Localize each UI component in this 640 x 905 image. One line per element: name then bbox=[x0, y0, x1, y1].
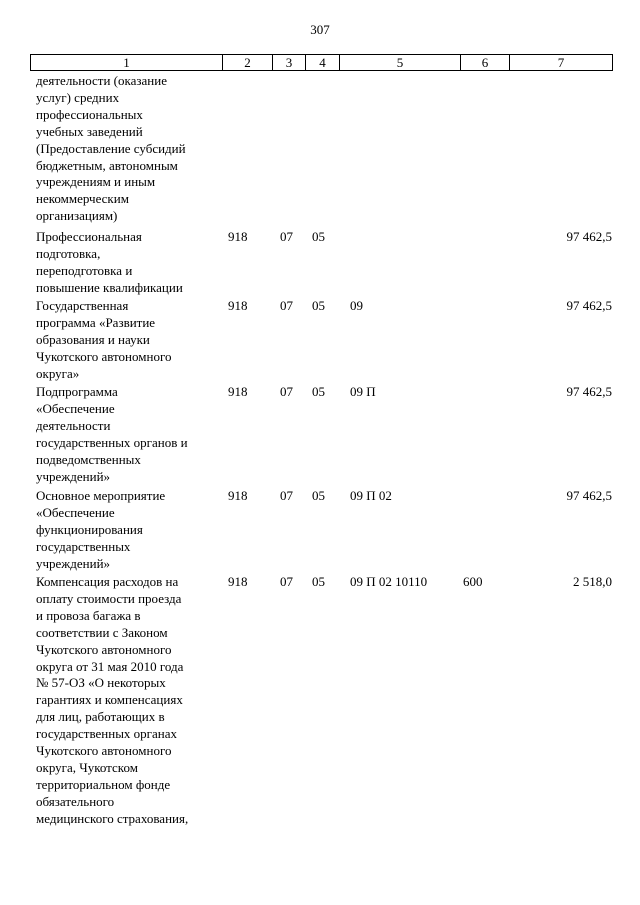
header-col-2: 2 bbox=[223, 55, 273, 70]
row-admin-code: 918 bbox=[228, 229, 248, 244]
row-admin-code: 918 bbox=[228, 488, 248, 503]
row-description: Государственная программа «Развитие образования и науки Чукотского автономного округа» bbox=[36, 298, 172, 381]
row-target-article: 09 П bbox=[350, 384, 376, 399]
row-admin-code: 918 bbox=[228, 574, 248, 589]
row-description: деятельности (оказание услуг) средних профессиональных учебных заведений (Предоставление субсидий бюджетным, автономным учреждениям и иным некоммерческим организациям) bbox=[36, 73, 186, 224]
row-section: 07 bbox=[280, 488, 293, 503]
header-col-5: 5 bbox=[340, 55, 461, 70]
header-col-6: 6 bbox=[461, 55, 510, 70]
row-subsection: 05 bbox=[312, 488, 325, 503]
row-description: Подпрограмма «Обеспечение деятельности государственных органов и подведомственных учреждений» bbox=[36, 384, 188, 484]
row-amount: 97 462,5 bbox=[566, 384, 612, 399]
row-amount: 97 462,5 bbox=[566, 298, 612, 313]
row-amount: 2 518,0 bbox=[573, 574, 612, 589]
row-subsection: 05 bbox=[312, 229, 325, 244]
row-section: 07 bbox=[280, 229, 293, 244]
header-col-1: 1 bbox=[31, 55, 223, 70]
row-amount: 97 462,5 bbox=[566, 488, 612, 503]
row-target-article: 09 П 02 10110 bbox=[350, 574, 428, 589]
row-amount: 97 462,5 bbox=[566, 229, 612, 244]
row-admin-code: 918 bbox=[228, 298, 248, 313]
row-target-article: 09 П 02 bbox=[350, 488, 392, 503]
row-section: 07 bbox=[280, 574, 293, 589]
row-description: Компенсация расходов на оплату стоимости проезда и провоза багажа в соответствии с Законом Чукотского автономного округа от 31 мая 2010 года № 57-ОЗ «О некоторых гарантиях и компенсациях для лиц, работающих в государственных органах Чукотского автономного округа, Чукотском территориальном фонде обязательного медицинского страхования, bbox=[36, 574, 189, 826]
row-subsection: 05 bbox=[312, 574, 325, 589]
row-section: 07 bbox=[280, 384, 293, 399]
header-col-7: 7 bbox=[557, 55, 565, 70]
header-col-3: 3 bbox=[273, 55, 306, 70]
header-col-4: 4 bbox=[306, 55, 340, 70]
row-description: Профессиональная подготовка, переподготовка и повышение квалификации bbox=[36, 229, 183, 295]
table-header bbox=[30, 54, 613, 71]
row-target-article: 09 bbox=[350, 298, 363, 313]
row-subsection: 05 bbox=[312, 384, 325, 399]
row-expense-type: 600 bbox=[463, 574, 483, 589]
row-section: 07 bbox=[280, 298, 293, 313]
row-admin-code: 918 bbox=[228, 384, 248, 399]
row-subsection: 05 bbox=[312, 298, 325, 313]
row-description: Основное мероприятие «Обеспечение функционирования государственных учреждений» bbox=[36, 488, 166, 571]
page-number: 307 bbox=[310, 22, 330, 37]
